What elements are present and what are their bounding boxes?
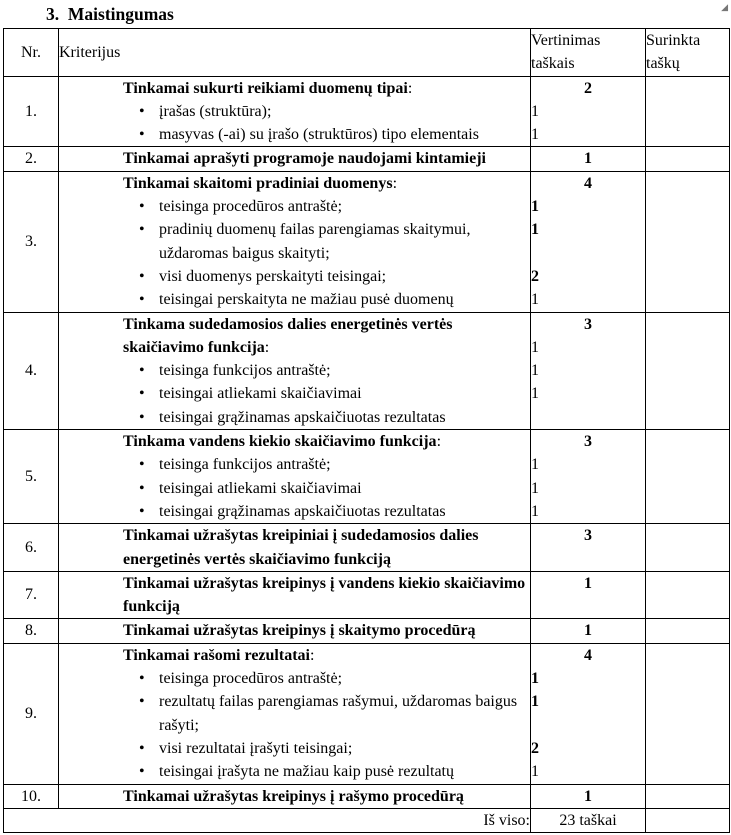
points-item: 2 bbox=[531, 267, 539, 285]
criterion-item-text: teisingai grąžinamas apskaičiuotas rezultatas bbox=[159, 502, 446, 520]
points-item: 1 bbox=[531, 102, 539, 120]
criterion-title-text: Tinkamai skaitomi pradiniai duomenys bbox=[123, 174, 393, 192]
points-item: 1 bbox=[531, 338, 539, 356]
criterion-item bbox=[59, 123, 530, 146]
points-total: 1 bbox=[584, 622, 592, 640]
table-row bbox=[4, 524, 730, 572]
criterion-title bbox=[59, 430, 530, 453]
row-number: 6. bbox=[4, 524, 59, 572]
criterion-item bbox=[59, 195, 530, 218]
points-cell bbox=[531, 430, 646, 524]
criterion-title bbox=[59, 785, 530, 808]
criterion-item-text: teisinga procedūros antraštė; bbox=[159, 670, 343, 688]
criterion-item bbox=[59, 737, 530, 760]
header-score: Vertinimas taškais bbox=[531, 29, 646, 77]
bullet-icon: • bbox=[139, 479, 145, 497]
bullet-icon: • bbox=[139, 456, 145, 474]
criterion-item-text: teisingai atliekami skaičiavimai bbox=[159, 385, 362, 403]
collected-points-cell bbox=[646, 643, 730, 784]
collected-points-cell bbox=[646, 524, 730, 572]
row-number: 9. bbox=[4, 643, 59, 784]
points-cell bbox=[531, 571, 646, 619]
criterion-item-text: pradinių duomenų failas parengiamas skaitymui, uždaromas baigus skaityti; bbox=[159, 221, 471, 262]
table-row bbox=[4, 619, 730, 643]
criteria-cell bbox=[59, 784, 531, 808]
points-total: 4 bbox=[584, 174, 592, 192]
total-collected-cell bbox=[646, 808, 730, 832]
row-number: 3. bbox=[4, 171, 59, 312]
header-nr: Nr. bbox=[4, 29, 59, 77]
points-cell bbox=[531, 619, 646, 643]
points-item: 1 bbox=[531, 385, 539, 403]
collected-points-cell bbox=[646, 619, 730, 643]
table-row bbox=[4, 430, 730, 524]
row-number: 1. bbox=[4, 76, 59, 147]
points-item: 1 bbox=[531, 502, 539, 520]
bullet-icon: • bbox=[139, 763, 145, 781]
section-title: Maistingumas bbox=[67, 4, 174, 24]
points-item: 2 bbox=[531, 739, 539, 757]
criterion-item bbox=[59, 218, 530, 265]
table-row bbox=[4, 76, 730, 147]
table-row bbox=[4, 571, 730, 619]
total-row bbox=[4, 808, 730, 832]
criteria-cell bbox=[59, 643, 531, 784]
bullet-icon: • bbox=[139, 126, 145, 144]
table-header-row bbox=[4, 29, 730, 77]
criterion-title bbox=[59, 619, 530, 642]
table-body bbox=[4, 76, 730, 833]
criterion-item bbox=[59, 453, 530, 476]
bullet-icon: • bbox=[139, 362, 145, 380]
criterion-item bbox=[59, 500, 530, 523]
criterion-item bbox=[59, 477, 530, 500]
table-row bbox=[4, 171, 730, 312]
criterion-title bbox=[59, 172, 530, 195]
criterion-item-text: teisingai perskaityta ne mažiau pusė duomenų bbox=[159, 291, 454, 309]
criterion-title bbox=[59, 572, 530, 619]
criterion-title-text: Tinkamai užrašytas kreipiniai į sudedamosios dalies energetinės vertės skaičiavimo funkciją bbox=[123, 527, 479, 568]
points-cell bbox=[531, 784, 646, 808]
criterion-item bbox=[59, 265, 530, 288]
criterion-item-text: visi duomenys perskaityti teisingai; bbox=[159, 267, 387, 285]
points-cell bbox=[531, 76, 646, 147]
bullet-icon: • bbox=[139, 198, 145, 216]
criterion-item-text: rezultatų failas parengiamas rašymui, uždaromas baigus rašyti; bbox=[159, 693, 518, 734]
criteria-cell bbox=[59, 430, 531, 524]
total-value: 23 taškai bbox=[531, 808, 646, 832]
criterion-item bbox=[59, 667, 530, 690]
points-total: 3 bbox=[584, 315, 592, 333]
points-cell bbox=[531, 147, 646, 171]
criterion-title bbox=[59, 644, 530, 667]
row-number: 7. bbox=[4, 571, 59, 619]
table-row bbox=[4, 312, 730, 429]
points-cell bbox=[531, 171, 646, 312]
criteria-cell bbox=[59, 171, 531, 312]
bullet-icon: • bbox=[139, 408, 145, 426]
criterion-title bbox=[59, 313, 530, 360]
criterion-title bbox=[59, 77, 530, 100]
points-total: 3 bbox=[584, 527, 592, 545]
criterion-item-text: teisingai atliekami skaičiavimai bbox=[159, 479, 362, 497]
points-total: 1 bbox=[584, 150, 592, 168]
bullet-icon: • bbox=[139, 385, 145, 403]
collected-points-cell bbox=[646, 171, 730, 312]
bullet-icon: • bbox=[139, 670, 145, 688]
criterion-title-text: Tinkamai užrašytas kreipinys į rašymo procedūrą bbox=[123, 787, 464, 805]
criterion-title bbox=[59, 524, 530, 571]
collected-points-cell bbox=[646, 430, 730, 524]
criteria-cell bbox=[59, 312, 531, 429]
points-cell bbox=[531, 643, 646, 784]
points-total: 3 bbox=[584, 433, 592, 451]
collected-points-cell bbox=[646, 147, 730, 171]
row-number: 10. bbox=[4, 784, 59, 808]
criterion-item bbox=[59, 760, 530, 783]
criterion-item-text: visi rezultatai įrašyti teisingai; bbox=[159, 739, 353, 757]
criterion-item-text: teisingai grąžinamas apskaičiuotas rezultatas bbox=[159, 408, 446, 426]
bullet-icon: • bbox=[139, 693, 145, 711]
points-item: 1 bbox=[531, 456, 539, 474]
criterion-title-text: Tinkamai rašomi rezultatai bbox=[123, 646, 310, 664]
row-number: 5. bbox=[4, 430, 59, 524]
corner-marker-icon: ◢ bbox=[721, 2, 728, 12]
table-row bbox=[4, 643, 730, 784]
criteria-cell bbox=[59, 524, 531, 572]
points-item: 1 bbox=[531, 670, 539, 688]
criterion-title-suffix: : bbox=[407, 79, 413, 97]
criterion-item-text: įrašas (struktūra); bbox=[159, 102, 272, 120]
bullet-icon: • bbox=[139, 221, 145, 239]
bullet-icon: • bbox=[139, 739, 145, 757]
criteria-cell bbox=[59, 619, 531, 643]
row-number: 8. bbox=[4, 619, 59, 643]
criteria-cell bbox=[59, 76, 531, 147]
criterion-title-text: Tinkama vandens kiekio skaičiavimo funkcija bbox=[123, 433, 437, 451]
bullet-icon: • bbox=[139, 291, 145, 309]
points-total: 2 bbox=[584, 79, 592, 97]
points-total: 4 bbox=[584, 646, 592, 664]
points-item: 1 bbox=[531, 763, 539, 781]
bullet-icon: • bbox=[139, 102, 145, 120]
criterion-title-text: Tinkamai aprašyti programoje naudojami kintamieji bbox=[123, 150, 486, 168]
criterion-title-suffix: : bbox=[309, 646, 315, 664]
header-collected: Surinkta taškų bbox=[646, 29, 730, 77]
criterion-title-text: Tinkama sudedamosios dalies energetinės vertės skaičiavimo funkcija bbox=[123, 315, 453, 356]
criterion-title-suffix: : bbox=[436, 433, 442, 451]
header-criteria: Kriterijus bbox=[59, 29, 531, 77]
collected-points-cell bbox=[646, 312, 730, 429]
points-item: 1 bbox=[531, 198, 539, 216]
collected-points-cell bbox=[646, 784, 730, 808]
criterion-item-text: teisinga procedūros antraštė; bbox=[159, 198, 343, 216]
criterion-title-suffix: : bbox=[264, 338, 270, 356]
criterion-item-text: teisinga funkcijos antraštė; bbox=[159, 362, 331, 380]
row-number: 4. bbox=[4, 312, 59, 429]
criterion-title-text: Tinkamai užrašytas kreipinys į skaitymo procedūrą bbox=[123, 622, 476, 640]
points-total: 1 bbox=[584, 574, 592, 592]
criteria-cell bbox=[59, 147, 531, 171]
criterion-title-text: Tinkamai užrašytas kreipinys į vandens kiekio skaičiavimo funkciją bbox=[123, 574, 526, 616]
points-item: 1 bbox=[531, 479, 539, 497]
collected-points-cell bbox=[646, 571, 730, 619]
section-number: 3. bbox=[46, 4, 60, 24]
criterion-title-suffix: : bbox=[392, 174, 398, 192]
criterion-item-text: teisingai įrašyta ne mažiau kaip pusė rezultatų bbox=[159, 763, 454, 781]
criteria-cell bbox=[59, 571, 531, 619]
points-item: 1 bbox=[531, 291, 539, 309]
criterion-item-text: teisinga funkcijos antraštė; bbox=[159, 456, 331, 474]
criterion-item-text: masyvas (-ai) su įrašo (struktūros) tipo elementais bbox=[159, 126, 479, 144]
section-heading bbox=[46, 2, 174, 26]
total-label: Iš viso: bbox=[4, 808, 531, 832]
points-cell bbox=[531, 524, 646, 572]
bullet-icon: • bbox=[139, 502, 145, 520]
row-number: 2. bbox=[4, 147, 59, 171]
criterion-item bbox=[59, 100, 530, 123]
criterion-item bbox=[59, 288, 530, 311]
criterion-title bbox=[59, 147, 530, 170]
table-row bbox=[4, 147, 730, 171]
collected-points-cell bbox=[646, 76, 730, 147]
criteria-table bbox=[3, 28, 730, 833]
criterion-item bbox=[59, 382, 530, 405]
bullet-icon: • bbox=[139, 267, 145, 285]
table-row bbox=[4, 784, 730, 808]
criterion-title-text: Tinkamai sukurti reikiami duomenų tipai bbox=[123, 79, 408, 97]
points-total: 1 bbox=[584, 787, 592, 805]
points-item: 1 bbox=[531, 362, 539, 380]
points-item: 1 bbox=[531, 221, 539, 239]
points-item: 1 bbox=[531, 693, 539, 711]
criterion-item bbox=[59, 406, 530, 429]
criterion-item bbox=[59, 690, 530, 737]
points-item: 1 bbox=[531, 126, 539, 144]
criterion-item bbox=[59, 359, 530, 382]
points-cell bbox=[531, 312, 646, 429]
